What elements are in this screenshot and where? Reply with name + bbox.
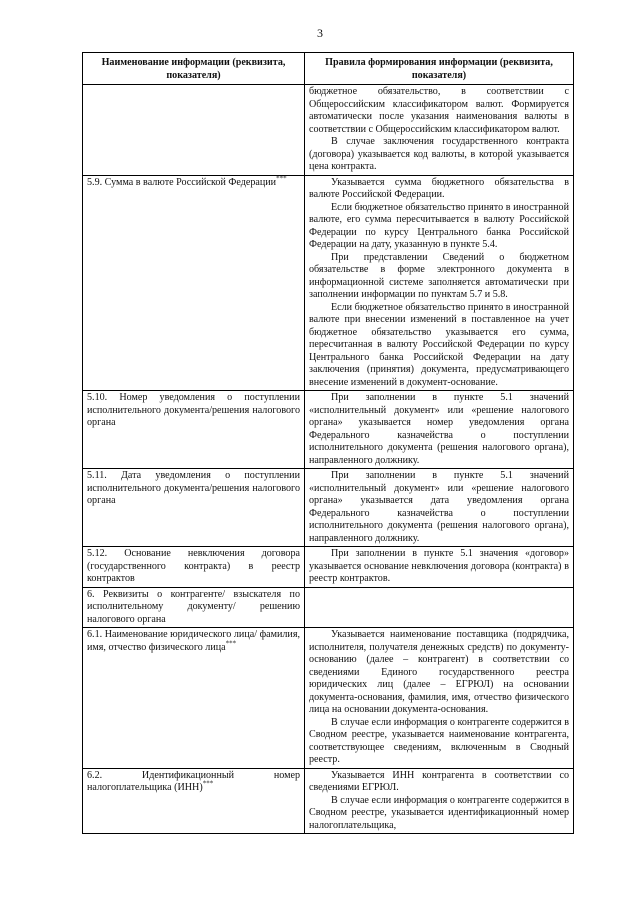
row-name-cell [83,628,305,769]
row-name: 6. Реквизиты о контрагенте/ взыскателя по исполнительному документу/ решению налогового органа [87,588,300,625]
rule-paragraph: Указывается наименование поставщика (подрядчика, исполнителя, получателя денежных средств) по документу-основанию (далее – контрагент) в соответствии со сведениями Единого государственного реестра юридических лиц (далее – ЕГРЮЛ) на основании документа-основания, фамилия, имя, отчество физического лица на основании документа-основания. [309,629,569,715]
rule-paragraph: В случае если информация о контрагенте содержится в Сводном реестре, указывается идентификационный номер налогоплательщика, [309,794,569,831]
footnote-mark: *** [276,174,287,183]
row-rules-cell [305,587,574,628]
rule-paragraph: Указывается сумма бюджетного обязательства в валюте Российской Федерации. [309,176,569,200]
table-row [83,547,574,588]
row-rules-cell [305,547,574,588]
row-name: 5.9. Сумма в валюте Российской Федерации [87,176,277,188]
table-row [83,391,574,469]
row-name: 5.11. Дата уведомления о поступлении исполнительного документа/решения налогового органа [87,470,300,506]
table-row [83,175,574,391]
row-name-cell [83,85,305,176]
table-row [83,628,574,769]
page-number: 3 [317,26,323,40]
rule-paragraph: Если бюджетное обязательство принято в иностранной валюте при внесении изменений в поставленное на учет бюджетное обязательство указывается его сумма, пересчитанная в валюту Российской Федерации по курсу Центрального банка Российской Федерации на дату заключения (принятия) документа, предусматривающего внесение изменений в документ-основание. [309,301,569,388]
row-rules-cell [305,85,574,176]
row-name: 6.1. Наименование юридического лица/ фамилия, имя, отчество физического лица [87,629,300,653]
row-name-cell [83,547,305,588]
rule-paragraph: При представлении Сведений о бюджетном обязательстве в форме электронного документа в информационной системе заполняется автоматически при заполнении информации по пунктам 5.7 и 5.8. [309,251,569,300]
rule-paragraph: бюджетное обязательство, в соответствии с Общероссийским классификатором валют. Формируется автоматически после указания наименования валюты в соответствии с Общероссийским классификатором валют. [309,86,569,135]
rule-paragraph: При заполнении в пункте 5.1 значения «договор» указывается основание невключения договора (контракта) в реестр контрактов. [309,548,569,584]
rule-paragraph: Если бюджетное обязательство принято в иностранной валюте, его сумма пересчитывается в валюту Российской Федерации по курсу Центрального банка Российской Федерации на дату, указанную в пункте 5.4. [309,201,569,250]
row-rules-cell [305,469,574,547]
table-header-row [83,53,574,85]
row-name-cell [83,587,305,628]
row-rules-cell [305,768,574,834]
row-name-cell [83,391,305,469]
row-name: 5.12. Основание невключения договора (государственного контракта) в реестр контрактов [87,548,300,584]
table-row [83,469,574,547]
table-row [83,768,574,834]
row-rules-cell [305,175,574,391]
information-table [82,52,574,834]
row-rules-cell [305,628,574,769]
rule-paragraph: В случае заключения государственного контракта (договора) указывается код валюты, в которой указывается цена контракта. [309,136,569,172]
row-name-cell [83,175,305,391]
row-name: 5.10. Номер уведомления о поступлении исполнительного документа/решения налогового органа [87,392,300,428]
rule-paragraph: В случае если информация о контрагенте содержится в Сводном реестре, указывается наименование контрагента, соответствующее сведениям, включенным в Сводный реестр. [309,716,569,765]
footnote-mark: *** [202,779,214,788]
rule-paragraph: При заполнении в пункте 5.1 значений «исполнительный документ» или «решение налогового органа» указывается дата уведомления органа Федерального казначейства о поступлении исполнительного документа (решения налогового органа), направленного должнику. [309,470,569,544]
row-name: 6.2. Идентификационный номер налогоплательщика (ИНН) [87,769,300,793]
table-row [83,587,574,628]
row-rules-cell [305,391,574,469]
row-name-cell [83,768,305,834]
header-name-column: Наименование информации (реквизита, показателя) [83,53,305,85]
table-row [83,85,574,176]
rule-paragraph: Указывается ИНН контрагента в соответствии со сведениями ЕГРЮЛ. [309,769,569,793]
footnote-mark: *** [225,639,237,648]
row-name-cell [83,469,305,547]
rule-paragraph: При заполнении в пункте 5.1 значений «исполнительный документ» или «решение налогового органа» указывается номер уведомления органа Федерального казначейства о поступлении исполнительного документа (решения налогового органа), направленного должнику. [309,392,569,466]
header-rules-column: Правила формирования информации (реквизита, показателя) [305,53,574,85]
